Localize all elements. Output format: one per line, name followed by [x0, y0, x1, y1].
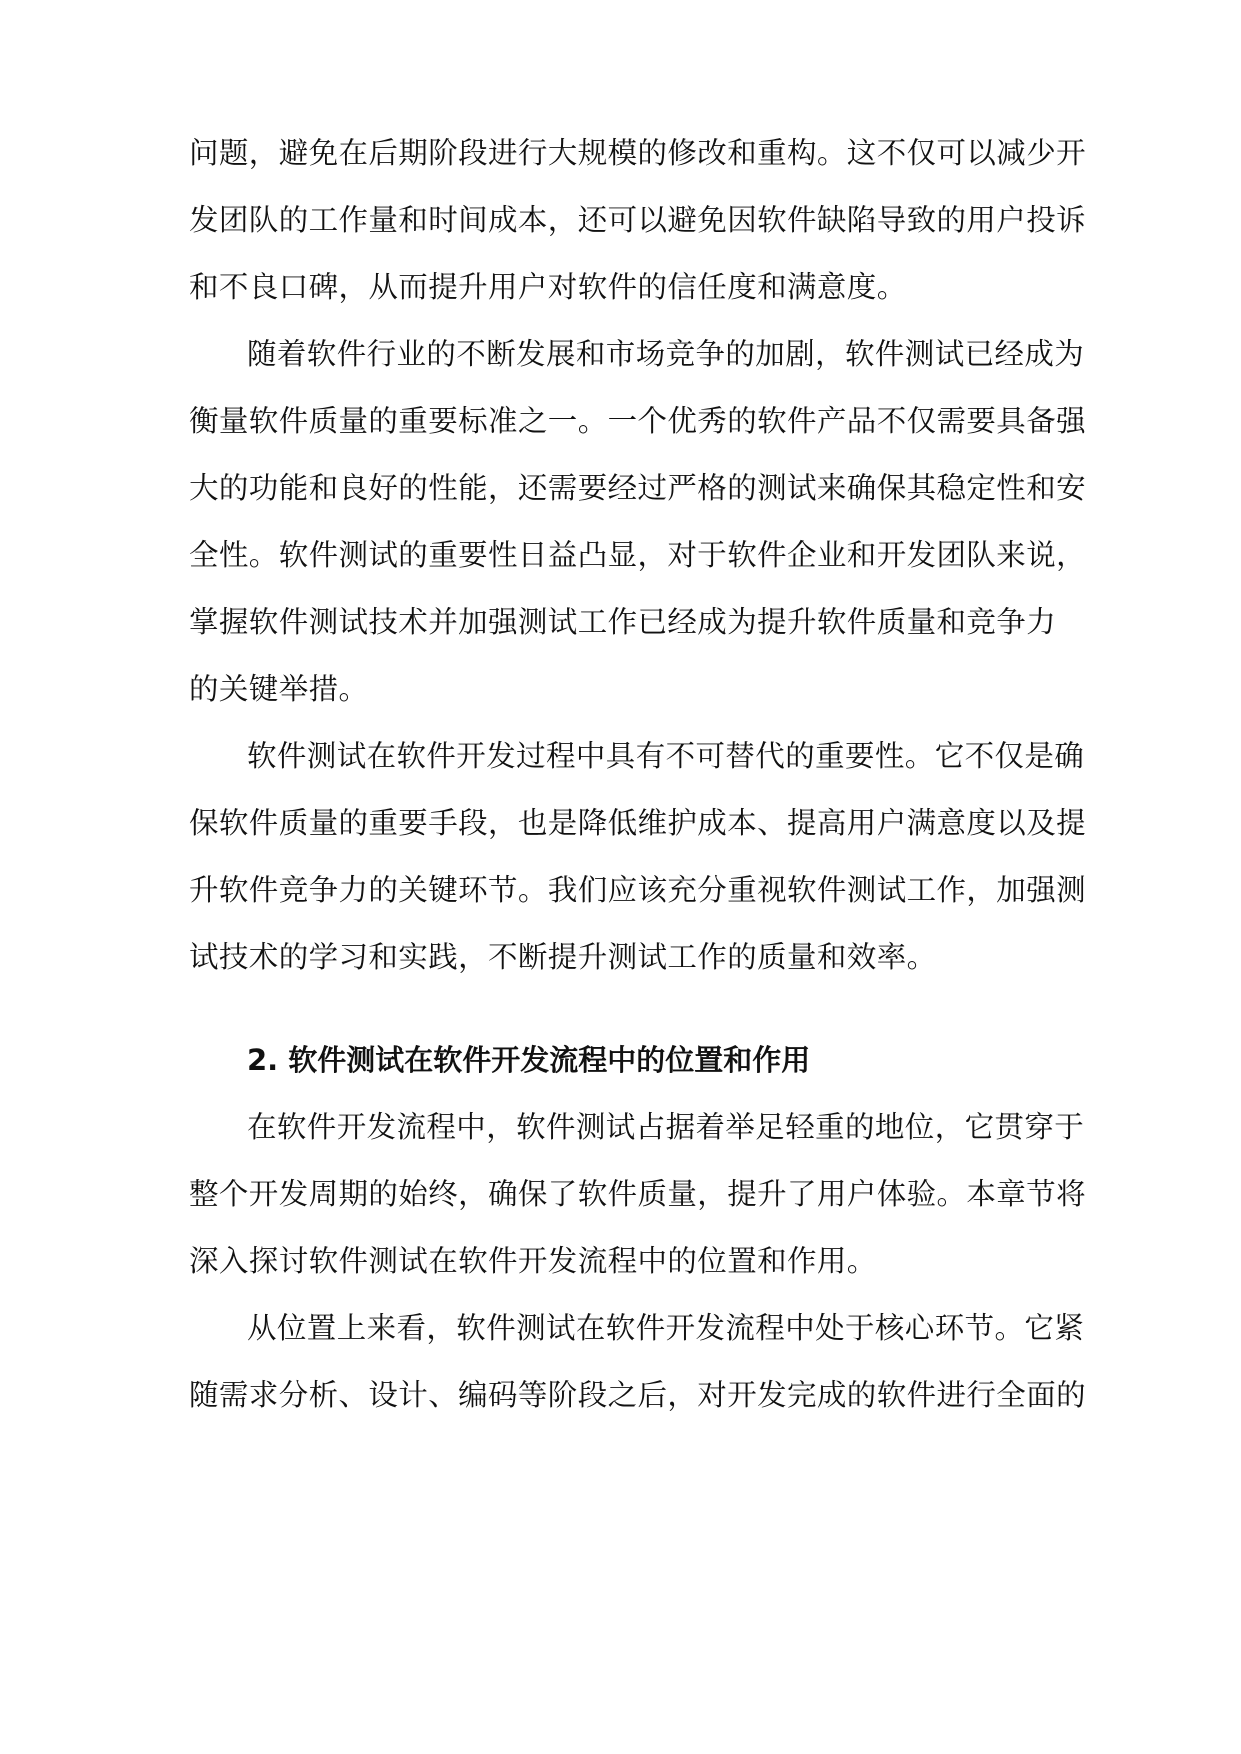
section-heading: 2. 软件测试在软件开发流程中的位置和作用: [247, 1043, 811, 1077]
text-line: 发团队的工作量和时间成本，还可以避免因软件缺陷导致的用户投诉: [189, 203, 1087, 237]
text-line: 随着软件行业的不断发展和市场竞争的加剧，软件测试已经成为: [247, 337, 1085, 371]
text-line: 衡量软件质量的重要标准之一。一个优秀的软件产品不仅需要具备强: [189, 404, 1087, 438]
text-line: 和不良口碑，从而提升用户对软件的信任度和满意度。: [189, 270, 907, 304]
text-line: 从位置上来看，软件测试在软件开发流程中处于核心环节。它紧: [247, 1311, 1085, 1345]
text-line: 问题，避免在后期阶段进行大规模的修改和重构。这不仅可以减少开: [189, 136, 1087, 170]
text-line: 随需求分析、设计、编码等阶段之后，对开发完成的软件进行全面的: [189, 1378, 1087, 1412]
text-line: 升软件竞争力的关键环节。我们应该充分重视软件测试工作，加强测: [189, 873, 1087, 907]
text-line: 试技术的学习和实践，不断提升测试工作的质量和效率。: [189, 940, 937, 974]
text-line: 掌握软件测试技术并加强测试工作已经成为提升软件质量和竞争力: [189, 605, 1057, 639]
text-line: 整个开发周期的始终，确保了软件质量，提升了用户体验。本章节将: [189, 1177, 1087, 1211]
text-line: 软件测试在软件开发过程中具有不可替代的重要性。它不仅是确: [247, 739, 1085, 773]
text-line: 深入探讨软件测试在软件开发流程中的位置和作用。: [189, 1244, 877, 1278]
text-line: 在软件开发流程中，软件测试占据着举足轻重的地位，它贯穿于: [247, 1110, 1085, 1144]
text-line: 大的功能和良好的性能，还需要经过严格的测试来确保其稳定性和安: [189, 471, 1087, 505]
text-line: 全性。软件测试的重要性日益凸显，对于软件企业和开发团队来说，: [189, 538, 1087, 572]
text-line: 保软件质量的重要手段，也是降低维护成本、提高用户满意度以及提: [189, 806, 1087, 840]
text-line: 的关键举措。: [189, 672, 369, 706]
